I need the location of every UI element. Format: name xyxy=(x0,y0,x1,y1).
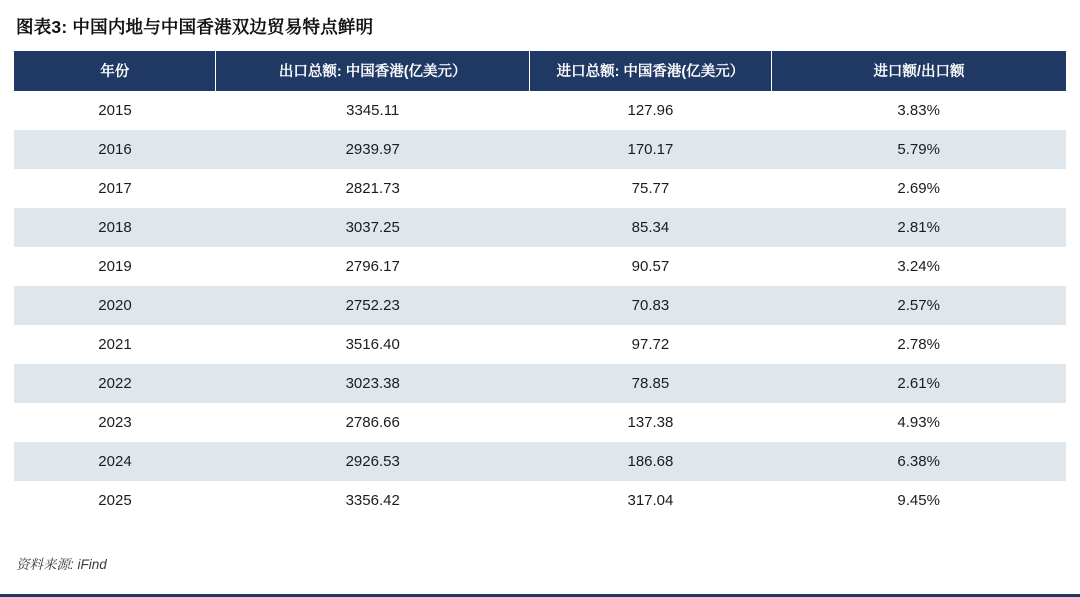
cell-year: 2021 xyxy=(14,325,216,364)
cell-ratio: 9.45% xyxy=(771,481,1066,520)
cell-ratio: 2.57% xyxy=(771,286,1066,325)
cell-year: 2025 xyxy=(14,481,216,520)
cell-ratio: 2.69% xyxy=(771,169,1066,208)
page-title: 图表3: 中国内地与中国香港双边贸易特点鲜明 xyxy=(16,17,374,37)
column-header-export: 出口总额: 中国香港(亿美元） xyxy=(216,51,529,91)
cell-import: 75.77 xyxy=(529,169,771,208)
cell-import: 85.34 xyxy=(529,208,771,247)
cell-export: 2752.23 xyxy=(216,286,529,325)
cell-export: 2939.97 xyxy=(216,130,529,169)
cell-import: 317.04 xyxy=(529,481,771,520)
cell-ratio: 5.79% xyxy=(771,130,1066,169)
cell-import: 90.57 xyxy=(529,247,771,286)
column-header-import: 进口总额: 中国香港(亿美元） xyxy=(529,51,771,91)
cell-year: 2019 xyxy=(14,247,216,286)
cell-import: 127.96 xyxy=(529,91,771,130)
table-row xyxy=(14,364,1066,403)
cell-year: 2020 xyxy=(14,286,216,325)
table-row xyxy=(14,442,1066,481)
table-wrapper xyxy=(14,51,1066,520)
cell-import: 97.72 xyxy=(529,325,771,364)
table-row xyxy=(14,169,1066,208)
cell-import: 170.17 xyxy=(529,130,771,169)
cell-ratio: 4.93% xyxy=(771,403,1066,442)
column-header-ratio: 进口额/出口额 xyxy=(771,51,1066,91)
table-header-row xyxy=(14,51,1066,91)
table-row xyxy=(14,403,1066,442)
cell-export: 3037.25 xyxy=(216,208,529,247)
cell-import: 70.83 xyxy=(529,286,771,325)
cell-ratio: 2.78% xyxy=(771,325,1066,364)
cell-export: 2821.73 xyxy=(216,169,529,208)
cell-export: 3345.11 xyxy=(216,91,529,130)
cell-year: 2023 xyxy=(14,403,216,442)
cell-ratio: 6.38% xyxy=(771,442,1066,481)
table-row xyxy=(14,91,1066,130)
column-header-year: 年份 xyxy=(14,51,216,91)
table-row xyxy=(14,208,1066,247)
cell-year: 2017 xyxy=(14,169,216,208)
cell-ratio: 3.83% xyxy=(771,91,1066,130)
table-row xyxy=(14,325,1066,364)
cell-import: 137.38 xyxy=(529,403,771,442)
cell-export: 2926.53 xyxy=(216,442,529,481)
trade-data-table xyxy=(14,51,1066,520)
cell-export: 2796.17 xyxy=(216,247,529,286)
cell-export: 3356.42 xyxy=(216,481,529,520)
cell-export: 3023.38 xyxy=(216,364,529,403)
cell-ratio: 2.81% xyxy=(771,208,1066,247)
cell-import: 78.85 xyxy=(529,364,771,403)
cell-year: 2022 xyxy=(14,364,216,403)
cell-year: 2024 xyxy=(14,442,216,481)
cell-ratio: 3.24% xyxy=(771,247,1066,286)
table-header xyxy=(14,51,1066,91)
table-row xyxy=(14,130,1066,169)
cell-year: 2018 xyxy=(14,208,216,247)
table-body xyxy=(14,91,1066,520)
cell-ratio: 2.61% xyxy=(771,364,1066,403)
cell-year: 2015 xyxy=(14,91,216,130)
cell-year: 2016 xyxy=(14,130,216,169)
cell-import: 186.68 xyxy=(529,442,771,481)
table-row xyxy=(14,286,1066,325)
table-row xyxy=(14,481,1066,520)
table-row xyxy=(14,247,1066,286)
source-note: 资料来源: iFind xyxy=(16,557,107,572)
cell-export: 2786.66 xyxy=(216,403,529,442)
cell-export: 3516.40 xyxy=(216,325,529,364)
